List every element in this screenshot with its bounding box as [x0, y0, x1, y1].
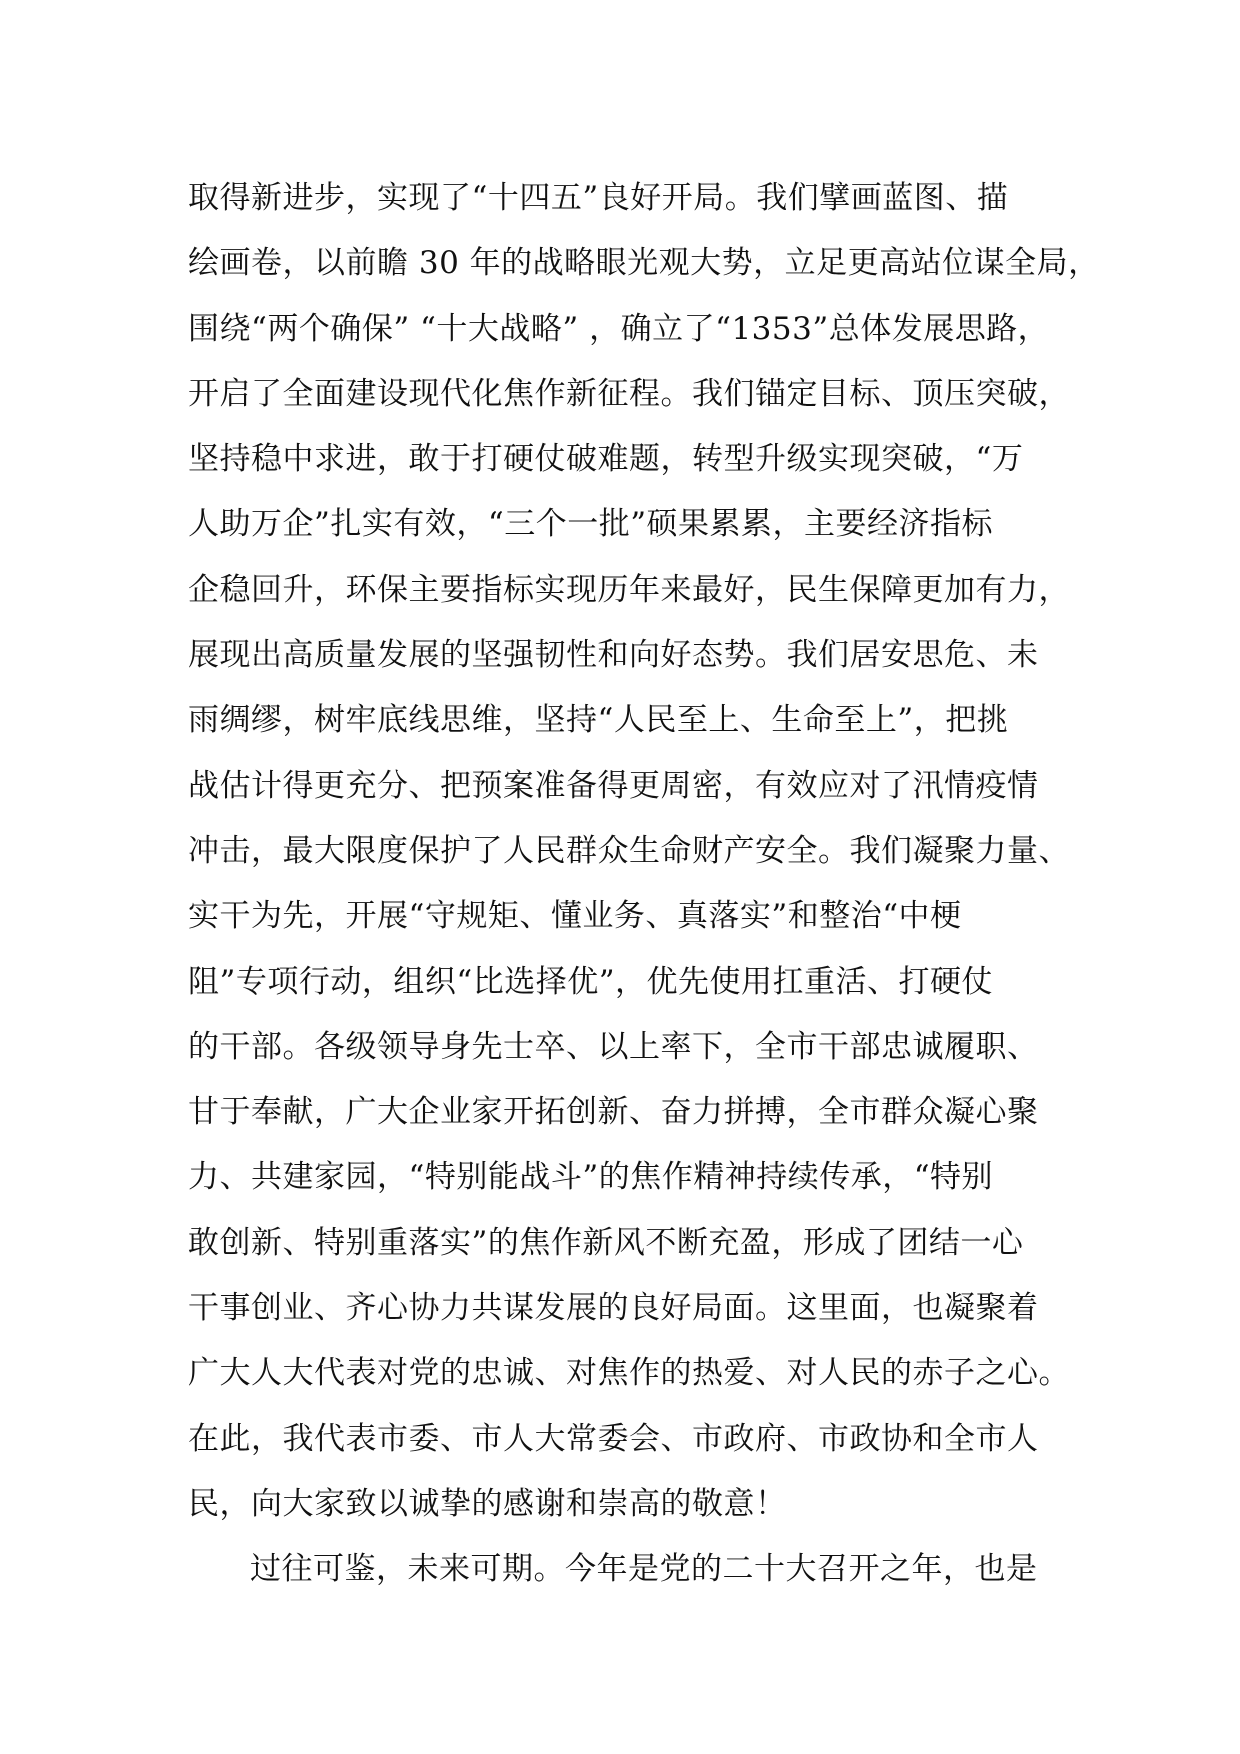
text-line: 开启了全面建设现代化焦作新征程。我们锚定目标、顶压突破，: [188, 375, 1070, 412]
text-line: 战估计得更充分、把预案准备得更周密，有效应对了汛情疫情: [188, 767, 1039, 804]
text-line: 力、共建家园，“特别能战斗”的焦作精神持续传承，“特别: [188, 1159, 994, 1196]
text-line: 甘于奉献，广大企业家开拓创新、奋力拼搏，全市群众凝心聚: [188, 1094, 1039, 1131]
text-line: 实干为先，开展“守规矩、懂业务、真落实”和整治“中梗: [188, 898, 962, 935]
body-text: [188, 166, 1100, 1603]
text-line: 坚持稳中求进，敢于打硬仗破难题，转型升级实现突破，“万: [188, 441, 1024, 478]
text-line: 围绕“两个确保” “十大战略” ，确立了“1353”总体发展思路，: [188, 310, 1050, 347]
paragraph-first-line: 过往可鉴，未来可期。今年是党的二十大召开之年，也是: [250, 1551, 1038, 1588]
text-line: 企稳回升，环保主要指标实现历年来最好，民生保障更加有力，: [188, 571, 1070, 608]
text-line: 在此，我代表市委、市人大常委会、市政府、市政协和全市人: [188, 1420, 1039, 1457]
text-line: 雨绸缪，树牢底线思维，坚持“人民至上、生命至上”，把挑: [188, 702, 1009, 739]
text-line: 阻”专项行动，组织“比选择优”，优先使用扛重活、打硬仗: [188, 963, 994, 1000]
text-line: 取得新进步，实现了“十四五”良好开局。我们擘画蓝图、描: [188, 180, 1009, 216]
text-line: 冲击，最大限度保护了人民群众生命财产安全。我们凝聚力量、: [188, 832, 1070, 869]
text-line: 人助万企”扎实有效，“三个一批”硕果累累，主要经济指标: [188, 506, 994, 543]
text-line: 展现出高质量发展的坚强韧性和向好态势。我们居安思危、未: [188, 637, 1039, 674]
text-line: 绘画卷，以前瞻 30 年的战略眼光观大势，立足更高站位谋全局，: [188, 245, 1100, 282]
text-line: 干事创业、齐心协力共谋发展的良好局面。这里面，也凝聚着: [188, 1290, 1039, 1327]
text-line: 广大人大代表对党的忠诚、对焦作的热爱、对人民的赤子之心。: [188, 1355, 1070, 1392]
text-line: 民，向大家致以诚挚的感谢和崇高的敬意！: [188, 1485, 787, 1522]
text-line: 敢创新、特别重落实”的焦作新风不断充盈，形成了团结一心: [188, 1224, 1024, 1261]
text-line: 的干部。各级领导身先士卒、以上率下，全市干部忠诚履职、: [188, 1028, 1039, 1065]
